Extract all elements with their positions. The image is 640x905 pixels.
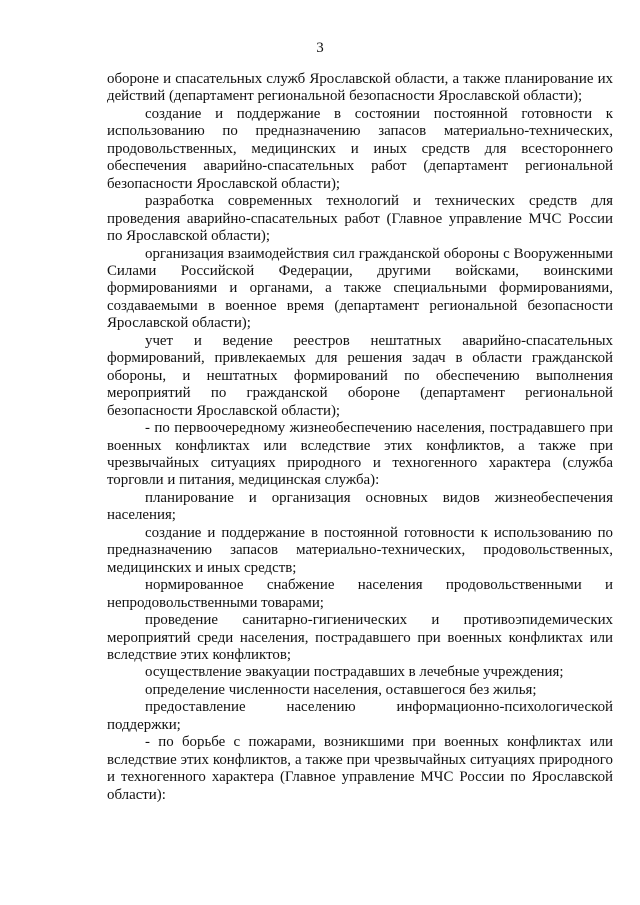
list-item-heading: - по борьбе с пожарами, возникшими при военных конфликтах или вследствие этих конфликтов, а также при чрезвычайных ситуациях природного и техногенного характера (Главное управление МЧС России по Ярославской области): (107, 734, 613, 803)
paragraph-continuation: обороне и спасательных служб Ярославской области, а также планирование их действий (департамент региональной безопасности Ярославской области); (107, 71, 613, 105)
paragraph: создание и поддержание в постоянной готовности к использованию по предназначению запасов материально-технических, продовольственных, медицинских и иных средств; (107, 524, 613, 576)
paragraph: определение численности населения, оставшегося без жилья; (145, 681, 537, 698)
paragraph: предоставление населению информационно-психологической поддержки; (107, 699, 613, 733)
paragraph: учет и ведение реестров нештатных аварийно-спасательных формирований, привлекаемых для решения задач в области гражданской обороны, и нештатных формирований по обеспечению выполнения мероприятий по гражданской обороне (департамент региональной безопасности Ярославской области); (107, 332, 613, 419)
list-item-heading: - по первоочередному жизнеобеспечению населения, пострадавшего при военных конфликтах или вследствие этих конфликтов, а также при чрезвычайных ситуациях природного и техногенного характера (служба торговли и питания, медицинская служба): (107, 420, 613, 489)
paragraph: нормированное снабжение населения продовольственными и непродовольственными товарами; (107, 577, 613, 611)
paragraph: планирование и организация основных видов жизнеобеспечения населения; (107, 489, 613, 524)
page-number: 3 (316, 40, 324, 56)
paragraph: разработка современных технологий и технических средств для проведения аварийно-спасательных работ (Главное управление МЧС России по Ярославской области); (107, 193, 613, 245)
paragraph: осуществление эвакуации пострадавших в лечебные учреждения; (145, 664, 564, 681)
paragraph: проведение санитарно-гигиенических и противоэпидемических мероприятий среди населения, пострадавшего при военных конфликтах или вследствие этих конфликтов; (107, 612, 613, 663)
document-body (107, 71, 613, 804)
paragraph: создание и поддержание в состоянии постоянной готовности к использованию по предназначению запасов материально-технических, продовольственных, медицинских и иных средств для всестороннего обеспечения аварийно-спасательных работ (департамент региональной безопасности Ярославской области); (107, 105, 613, 192)
paragraph: организация взаимодействия сил гражданской обороны с Вооруженными Силами Российской Федерации, другими войсками, воинскими формированиями и органами, а также специальными формированиями, создаваемыми в военное время (департамент региональной безопасности Ярославской области); (107, 245, 613, 332)
